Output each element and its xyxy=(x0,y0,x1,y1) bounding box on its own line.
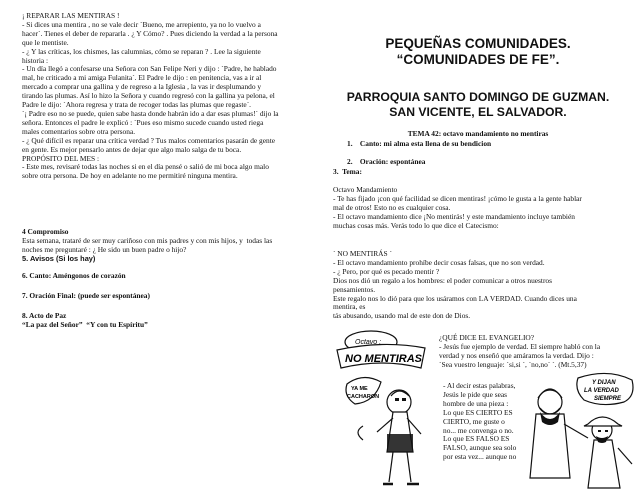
text-line: no... me convenga o no. xyxy=(443,425,514,435)
text-line: - ¿ Qué difícil es reparar una crítica verdad ? Tus malos comentarios pasarán de gente xyxy=(22,135,276,145)
text-line: mentira, es xyxy=(333,302,366,312)
section-reparar xyxy=(22,12,312,181)
text-line: noches me preguntaré : ¿ He sido un buen padre o hijo? xyxy=(22,244,187,254)
text-line: ¿QUÉ DICE EL EVANGELIO? xyxy=(439,333,535,342)
acto-paz-title: 8. Acto de Paz xyxy=(22,311,67,320)
text-line: `¡ Padre eso no se puede, quien sabe hasta donde habrán ido a dar esas plumas!´ dijo la xyxy=(22,108,279,118)
text-line: en gente. Es mejor pensarlo antes de dejar que algo malo salga de tu boca. xyxy=(22,144,242,154)
sombrero xyxy=(584,417,622,426)
text-line: - El octavo mandamiento prohíbe decir cosas falsas, que no son verdad. xyxy=(333,257,545,267)
section-compromiso xyxy=(22,228,312,264)
text-line: pensamientos. xyxy=(333,284,376,294)
text-line: señora. Entonces el padre le explicó : `Pues eso mismo sucede cuando usted riega xyxy=(22,117,264,127)
text-line: hacer´. Tienes el deber de repararla . ¿ Y Cómo? . Pues diciendo la verdad a la persona xyxy=(22,28,278,38)
oracion-final: 7. Oración Final: (puede ser espontánea) xyxy=(22,291,150,300)
text-line: - Jesús fue ejemplo de verdad. El siempre habló con la xyxy=(439,341,601,351)
text-line: verdad y nos enseñó que amáramos la verdad. Dijo : xyxy=(439,350,594,360)
text-line: historia : xyxy=(22,55,49,65)
title-line-2: “COMUNIDADES DE FE”. xyxy=(396,52,560,67)
text-line: ´ NO MENTIRÁS ´ xyxy=(333,249,392,258)
acto-paz-text: “La paz del Señor” “Y con tu Espíritu” xyxy=(22,320,148,329)
text-line: `Sea vuestro lenguaje: `si,si ´, `no,no´ ´. (Mt.5,37) xyxy=(439,359,587,369)
compromiso-title: 4 Compromiso xyxy=(22,227,69,236)
avisos-heading: 5. Avisos (Si los hay) xyxy=(22,253,96,263)
y-dijan-label: Y DIJAN xyxy=(592,380,616,386)
section-no-mentiras xyxy=(333,250,623,321)
parish-block xyxy=(327,90,629,120)
text-line: Este regalo nos lo dió para que los usáramos con LA VERDAD. Cuando dices una xyxy=(333,293,577,303)
boy-head xyxy=(387,390,411,414)
text-line: - El octavo mandamiento dice ¡No mentirás! y este mandamiento incluye también xyxy=(333,211,575,221)
man-body xyxy=(588,440,620,488)
text-line: tirando las plumas. Así lo hizo la Señora y cuando regresó con la gallina ya pelona, el xyxy=(22,91,275,101)
text-line: - Te has fijado ¡con qué facilidad se dicen mentiras! ¡cómo le gusta a la gente hablar xyxy=(333,193,582,203)
text-line: Lo que ES CIERTO ES xyxy=(443,407,513,417)
text-line: mal de otros! Esto no es cualquier cosa. xyxy=(333,202,451,212)
cartoon-boy-illustration xyxy=(333,322,445,492)
octavo-label: Octavo : xyxy=(355,339,382,346)
text-line: - ¿ Y las críticas, los chismes, las calumnias, cómo se reparan ? . Lee la siguiente xyxy=(22,46,261,56)
canto-item: 1. Canto: mi alma esta llena de su bendicion xyxy=(347,139,492,148)
text-line: CIERTO, me guste o xyxy=(443,416,505,426)
text-line: Dios nos dió un regalo a los hombres: el poder comunicar a otros nuestros xyxy=(333,275,553,285)
title-line-1: PEQUEÑAS COMUNIDADES. xyxy=(385,36,571,51)
siempre-label: SIEMPRE xyxy=(594,396,622,402)
text-line: - Al decir estas palabras, xyxy=(443,381,516,390)
tema-item: 3. Tema: xyxy=(333,167,362,176)
parish-line-1: PARROQUIA SANTO DOMINGO DE GUZMAN. xyxy=(346,90,610,104)
text-line: mal, he criticado a mi amiga Fulanita´. El Padre le dijo : en penitencia, vas a ir al xyxy=(22,73,262,83)
text-line: ¡ REPARAR LAS MENTIRAS ! xyxy=(22,11,120,20)
cartoon-jesus-illustration xyxy=(528,368,640,495)
cacharon-label: CACHARON xyxy=(347,394,380,400)
title-block xyxy=(333,36,623,68)
canto-final: 6. Canto: Améngonos de corazón xyxy=(22,271,126,280)
text-line: que le mentiste. xyxy=(22,37,69,47)
parish-line-2: SAN VICENTE, EL SALVADOR. xyxy=(389,105,567,119)
text-line: Jesús le pide que seas xyxy=(443,389,508,399)
text-line: males comentarios sobre otra persona. xyxy=(22,126,136,136)
text-line: - Si dices una mentira , no se vale decir `Bueno, me arrepiento, ya no lo vuelvo a xyxy=(22,19,261,29)
section-evangelio xyxy=(439,334,629,370)
text-line: - Un día llegó a confesarse una Señora con San Felipe Neri y dijo : `Padre, he hablado xyxy=(22,64,277,74)
text-line: Padre le dijo: `Ahora regresa y trata de recoger todas las plumas que regaste´. xyxy=(22,100,252,110)
text-line: PROPÓSITO DEL MES : xyxy=(22,153,99,163)
ya-me-label: YA ME xyxy=(351,386,368,392)
text-line: por esta vez... aunque no xyxy=(443,452,517,462)
text-line: Octavo Mandamiento xyxy=(333,185,398,194)
text-line: hombre de una pieza : xyxy=(443,398,509,408)
text-line: sobre otra persona. De hoy en adelante no me permitiré ninguna mentira. xyxy=(22,171,238,181)
text-line: mercado a comprar una gallina y de regreso a la Iglesia , la vas ir desplumando y xyxy=(22,82,262,92)
text-line: tás abusando, usando mal de este don de Dios. xyxy=(333,311,471,321)
oracion-item: 2. Oración: espontánea xyxy=(347,157,426,166)
text-line: - Este mes, revisaré todas las noches si en el día pensé o salió de mi boca algo malo xyxy=(22,162,269,172)
la-verdad-label: LA VERDAD xyxy=(584,388,619,394)
text-line: Esta semana, trataré de ser muy cariñoso con mis padres y con mis hijos, y todas las xyxy=(22,235,273,245)
text-line: FALSO, aunque sea solo xyxy=(443,443,517,453)
text-line: Lo que ES FALSO ES xyxy=(443,434,510,444)
text-line: muchas cosas más. Verás todo lo que dice el Catecismo: xyxy=(333,220,499,230)
text-line: - ¿ Pero, por qué es pecado mentir ? xyxy=(333,266,440,276)
section-octavo xyxy=(333,186,623,231)
no-mentiras-label: NO MENTIRAS xyxy=(345,353,422,365)
tema-title: TEMA 42: octavo mandamiento no mentiras xyxy=(407,129,549,138)
